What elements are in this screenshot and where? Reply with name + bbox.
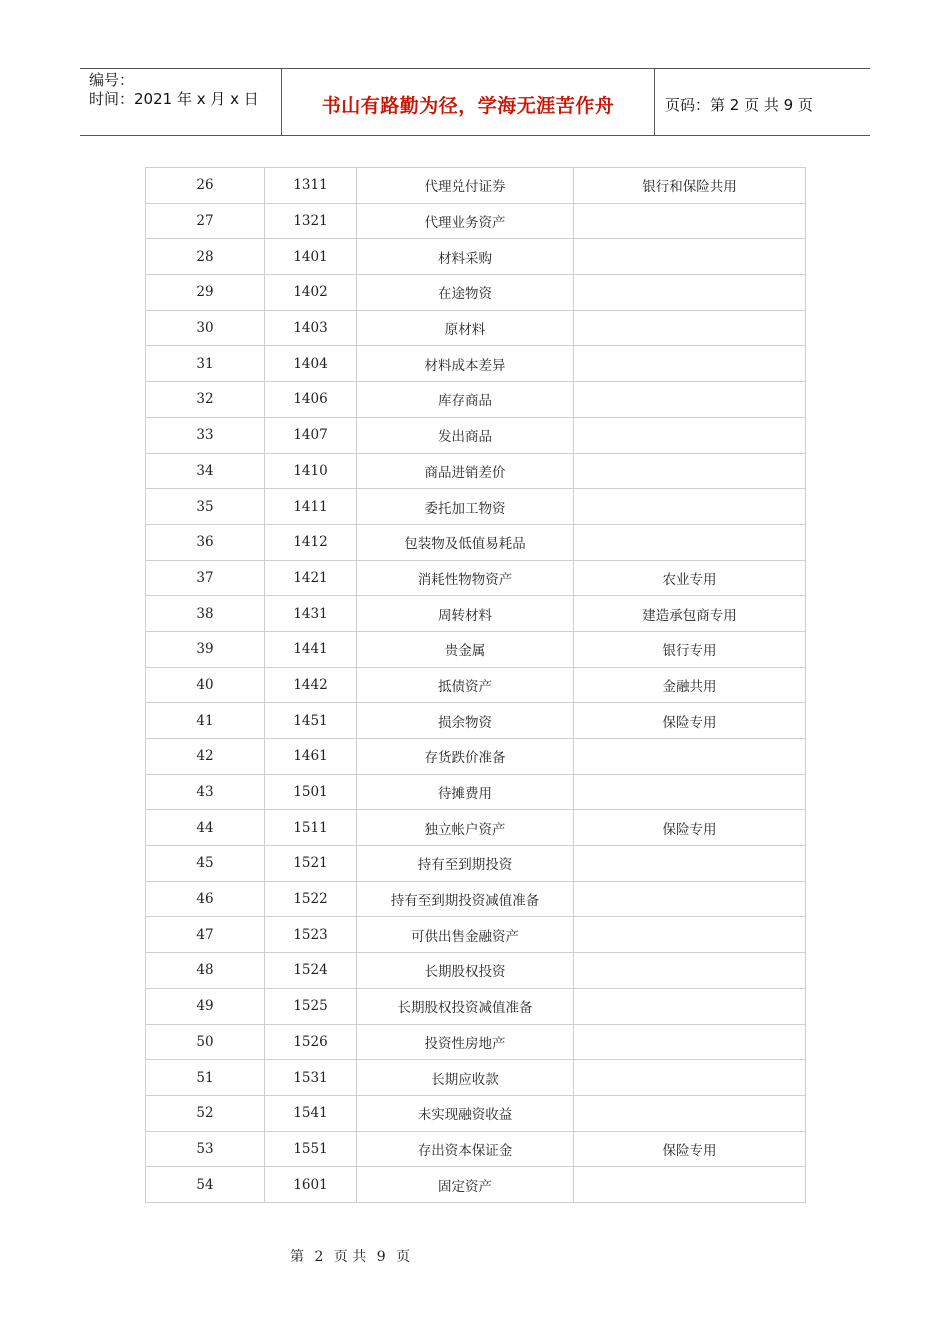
cell-code: 1525: [265, 988, 357, 1024]
cell-seq: 54: [146, 1167, 265, 1203]
cell-code: 1522: [265, 881, 357, 917]
cell-seq: 34: [146, 453, 265, 489]
cell-code: 1501: [265, 774, 357, 810]
cell-seq: 48: [146, 953, 265, 989]
cell-name: 周转材料: [357, 596, 574, 632]
cell-seq: 42: [146, 739, 265, 775]
table-row: [146, 275, 806, 311]
cell-note: [574, 524, 806, 560]
table-row: [146, 1060, 806, 1096]
accounts-table-body: [146, 168, 806, 1203]
cell-note: [574, 774, 806, 810]
cell-note: 银行和保险共用: [574, 168, 806, 204]
page-footer: [0, 1246, 950, 1266]
cell-code: 1451: [265, 703, 357, 739]
table-row: [146, 453, 806, 489]
cell-note: [574, 1024, 806, 1060]
cell-seq: 41: [146, 703, 265, 739]
cell-seq: 35: [146, 489, 265, 525]
cell-name: 存出资本保证金: [357, 1131, 574, 1167]
table-row: [146, 417, 806, 453]
table-row: [146, 239, 806, 275]
cell-code: 1311: [265, 168, 357, 204]
table-row: [146, 168, 806, 204]
table-row: [146, 560, 806, 596]
cell-note: [574, 310, 806, 346]
cell-code: 1406: [265, 382, 357, 418]
cell-code: 1410: [265, 453, 357, 489]
table-row: [146, 346, 806, 382]
table-row: [146, 953, 806, 989]
cell-seq: 52: [146, 1095, 265, 1131]
cell-name: 持有至到期投资减值准备: [357, 881, 574, 917]
cell-code: 1551: [265, 1131, 357, 1167]
cell-note: [574, 1060, 806, 1096]
footer-page-prefix: 第: [290, 1249, 304, 1265]
cell-seq: 40: [146, 667, 265, 703]
cell-code: 1412: [265, 524, 357, 560]
cell-name: 发出商品: [357, 417, 574, 453]
cell-name: 材料采购: [357, 239, 574, 275]
cell-name: 持有至到期投资: [357, 846, 574, 882]
cell-seq: 30: [146, 310, 265, 346]
cell-seq: 38: [146, 596, 265, 632]
cell-seq: 45: [146, 846, 265, 882]
cell-code: 1521: [265, 846, 357, 882]
cell-code: 1411: [265, 489, 357, 525]
cell-name: 包装物及低值易耗品: [357, 524, 574, 560]
cell-note: [574, 953, 806, 989]
cell-name: 独立帐户资产: [357, 810, 574, 846]
cell-note: 建造承包商专用: [574, 596, 806, 632]
cell-seq: 32: [146, 382, 265, 418]
cell-seq: 51: [146, 1060, 265, 1096]
cell-note: [574, 382, 806, 418]
cell-name: 抵债资产: [357, 667, 574, 703]
cell-code: 1461: [265, 739, 357, 775]
number-label: 编号：: [89, 71, 135, 89]
cell-note: [574, 417, 806, 453]
table-row: [146, 203, 806, 239]
footer-page-suffix: 页: [396, 1249, 411, 1265]
table-row: [146, 881, 806, 917]
cell-seq: 29: [146, 275, 265, 311]
cell-seq: 46: [146, 881, 265, 917]
cell-seq: 44: [146, 810, 265, 846]
cell-name: 材料成本差异: [357, 346, 574, 382]
cell-seq: 49: [146, 988, 265, 1024]
cell-code: 1431: [265, 596, 357, 632]
cell-code: 1541: [265, 1095, 357, 1131]
cell-note: [574, 846, 806, 882]
cell-code: 1401: [265, 239, 357, 275]
table-row: [146, 1167, 806, 1203]
cell-code: 1403: [265, 310, 357, 346]
cell-note: 金融共用: [574, 667, 806, 703]
cell-seq: 31: [146, 346, 265, 382]
table-row: [146, 810, 806, 846]
cell-code: 1601: [265, 1167, 357, 1203]
cell-name: 原材料: [357, 310, 574, 346]
cell-note: [574, 1167, 806, 1203]
cell-seq: 37: [146, 560, 265, 596]
cell-note: [574, 489, 806, 525]
cell-seq: 39: [146, 631, 265, 667]
table-row: [146, 846, 806, 882]
cell-name: 贵金属: [357, 631, 574, 667]
table-row: [146, 739, 806, 775]
cell-seq: 47: [146, 917, 265, 953]
time-label: 时间：2021 年 x 月 x 日: [89, 90, 259, 108]
cell-code: 1441: [265, 631, 357, 667]
cell-note: 保险专用: [574, 1131, 806, 1167]
cell-code: 1402: [265, 275, 357, 311]
cell-seq: 53: [146, 1131, 265, 1167]
cell-name: 损余物资: [357, 703, 574, 739]
cell-code: 1526: [265, 1024, 357, 1060]
table-row: [146, 631, 806, 667]
page-header: [80, 68, 870, 136]
cell-code: 1523: [265, 917, 357, 953]
accounts-table: [145, 167, 806, 1203]
cell-seq: 36: [146, 524, 265, 560]
table-row: [146, 1024, 806, 1060]
header-meta: [80, 69, 282, 135]
table-row: [146, 667, 806, 703]
table-row: [146, 524, 806, 560]
cell-note: [574, 988, 806, 1024]
cell-note: [574, 917, 806, 953]
cell-code: 1511: [265, 810, 357, 846]
table-row: [146, 596, 806, 632]
cell-code: 1421: [265, 560, 357, 596]
table-row: [146, 382, 806, 418]
cell-code: 1531: [265, 1060, 357, 1096]
cell-note: [574, 346, 806, 382]
header-page-info: 页码：第 2 页 共 9 页: [665, 95, 813, 114]
cell-code: 1404: [265, 346, 357, 382]
table-row: [146, 917, 806, 953]
cell-seq: 33: [146, 417, 265, 453]
cell-note: 保险专用: [574, 810, 806, 846]
cell-name: 待摊费用: [357, 774, 574, 810]
cell-seq: 27: [146, 203, 265, 239]
cell-note: [574, 453, 806, 489]
cell-seq: 43: [146, 774, 265, 810]
table-row: [146, 310, 806, 346]
cell-code: 1321: [265, 203, 357, 239]
footer-page-total: 9: [376, 1249, 386, 1265]
cell-name: 固定资产: [357, 1167, 574, 1203]
cell-name: 库存商品: [357, 382, 574, 418]
cell-note: [574, 1095, 806, 1131]
cell-code: 1524: [265, 953, 357, 989]
cell-name: 未实现融资收益: [357, 1095, 574, 1131]
cell-name: 消耗性物物资产: [357, 560, 574, 596]
table-row: [146, 489, 806, 525]
table-row: [146, 1131, 806, 1167]
cell-seq: 28: [146, 239, 265, 275]
cell-note: [574, 275, 806, 311]
footer-page-number: 2: [314, 1249, 324, 1265]
cell-note: [574, 239, 806, 275]
table-row: [146, 774, 806, 810]
cell-note: [574, 881, 806, 917]
cell-name: 委托加工物资: [357, 489, 574, 525]
header-motto: 书山有路勤为径，学海无涯苦作舟: [282, 69, 655, 135]
cell-name: 可供出售金融资产: [357, 917, 574, 953]
cell-note: [574, 739, 806, 775]
cell-seq: 26: [146, 168, 265, 204]
footer-page-mid: 页 共: [333, 1249, 367, 1265]
cell-name: 代理兑付证券: [357, 168, 574, 204]
cell-note: [574, 203, 806, 239]
cell-code: 1442: [265, 667, 357, 703]
cell-name: 长期股权投资: [357, 953, 574, 989]
cell-name: 存货跌价准备: [357, 739, 574, 775]
table-row: [146, 1095, 806, 1131]
table-row: [146, 703, 806, 739]
cell-note: 保险专用: [574, 703, 806, 739]
cell-name: 代理业务资产: [357, 203, 574, 239]
cell-name: 长期股权投资减值准备: [357, 988, 574, 1024]
cell-name: 投资性房地产: [357, 1024, 574, 1060]
cell-name: 长期应收款: [357, 1060, 574, 1096]
cell-code: 1407: [265, 417, 357, 453]
cell-name: 在途物资: [357, 275, 574, 311]
cell-name: 商品进销差价: [357, 453, 574, 489]
cell-seq: 50: [146, 1024, 265, 1060]
cell-note: 农业专用: [574, 560, 806, 596]
table-row: [146, 988, 806, 1024]
cell-note: 银行专用: [574, 631, 806, 667]
